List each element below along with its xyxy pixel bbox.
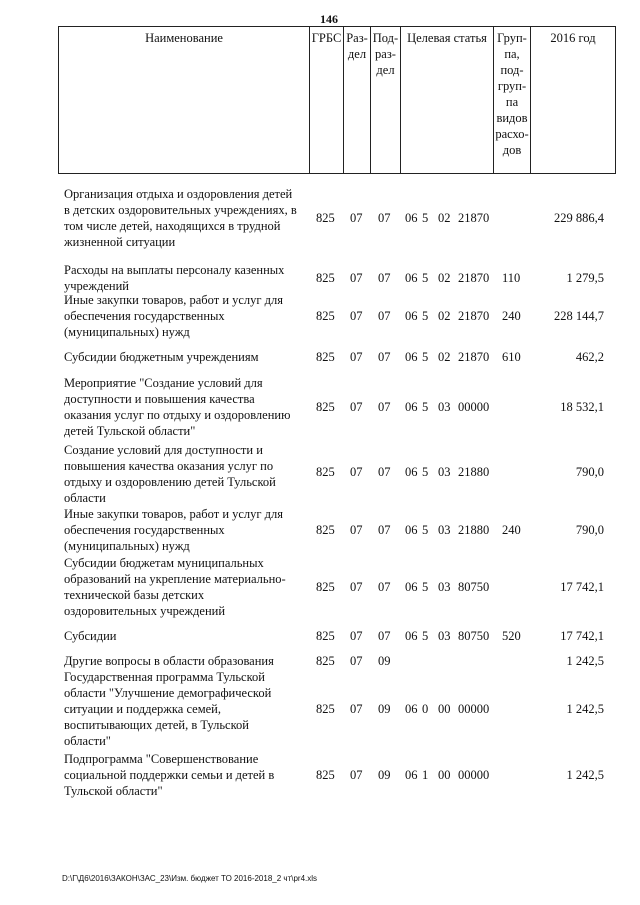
row-grbs: 825 — [316, 702, 335, 716]
row-name: Организация отдыха и оздоровления детей в детских оздоровительных учреждениях, в том числе детей, находящихся в трудной жизненной ситуации — [64, 187, 297, 249]
row-target-program: 06 — [405, 211, 418, 225]
row-name: Подпрограмма "Совершенствование социальной поддержки семьи и детей в Тульской области" — [64, 752, 275, 798]
row-name: Субсидии бюджетным учреждениям — [64, 350, 259, 364]
row-target-event: 02 — [438, 309, 451, 323]
row-target-code: 00000 — [458, 768, 490, 782]
row-grbs: 825 — [316, 523, 335, 537]
row-grbs: 825 — [316, 768, 335, 782]
header-target: Целевая статья — [407, 31, 487, 45]
row-grbs: 825 — [316, 350, 335, 364]
row-target-subprogram: 5 — [422, 580, 429, 594]
row-target-subprogram: 5 — [422, 465, 429, 479]
header-podrazdel: Под- раз- дел — [372, 31, 399, 77]
row-podrazdel: 09 — [378, 702, 391, 716]
row-target-subprogram: 5 — [422, 211, 429, 225]
row-target-subprogram: 5 — [422, 271, 429, 285]
row-amount: 790,0 — [575, 465, 604, 479]
row-grbs: 825 — [316, 629, 335, 643]
row-amount: 228 144,7 — [554, 309, 604, 323]
row-grbs: 825 — [316, 580, 335, 594]
row-amount: 1 242,5 — [566, 654, 604, 668]
row-grbs: 825 — [316, 400, 335, 414]
row-target-code: 21880 — [458, 465, 490, 479]
row-name: Иные закупки товаров, работ и услуг для обеспечения государственных (муниципальных) нужд — [64, 507, 284, 553]
row-podrazdel: 07 — [378, 629, 391, 643]
row-target-code: 21870 — [458, 350, 490, 364]
row-vr: 110 — [502, 271, 521, 285]
row-podrazdel: 07 — [378, 523, 391, 537]
row-podrazdel: 07 — [378, 400, 391, 414]
row-razdel: 07 — [350, 629, 363, 643]
row-target-code: 80750 — [458, 629, 490, 643]
row-vr: 520 — [502, 629, 521, 643]
row-podrazdel: 07 — [378, 211, 391, 225]
row-target-code: 00000 — [458, 400, 490, 414]
row-target-subprogram: 5 — [422, 350, 429, 364]
header-name: Наименование — [145, 31, 223, 45]
row-target-event: 02 — [438, 271, 451, 285]
row-target-program: 06 — [405, 271, 418, 285]
header-border — [58, 26, 616, 174]
row-name: Субсидии — [64, 629, 117, 643]
row-target-event: 03 — [438, 465, 451, 479]
header-vr: Груп- па, под- груп- па видов расхо- дов — [495, 31, 529, 157]
row-target-code: 00000 — [458, 702, 490, 716]
row-target-event: 03 — [438, 400, 451, 414]
row-target-subprogram: 5 — [422, 400, 429, 414]
row-vr: 240 — [502, 523, 521, 537]
row-razdel: 07 — [350, 580, 363, 594]
row-target-subprogram: 5 — [422, 629, 429, 643]
row-razdel: 07 — [350, 702, 363, 716]
row-target-subprogram: 0 — [422, 702, 429, 716]
row-target-code: 21870 — [458, 309, 490, 323]
row-amount: 1 279,5 — [566, 271, 604, 285]
header-razdel: Раз- дел — [346, 31, 368, 61]
row-razdel: 07 — [350, 465, 363, 479]
row-name: Мероприятие "Создание условий для доступности и повышения качества оказания услуг по отдыху и оздоровлению детей Тульской области" — [64, 376, 291, 438]
row-grbs: 825 — [316, 309, 335, 323]
row-target-event: 03 — [438, 580, 451, 594]
row-name: Расходы на выплаты персоналу казенных учреждений — [64, 263, 285, 293]
row-amount: 17 742,1 — [560, 580, 604, 594]
row-target-program: 06 — [405, 629, 418, 643]
row-target-program: 06 — [405, 580, 418, 594]
row-target-code: 80750 — [458, 580, 490, 594]
row-target-code: 21870 — [458, 211, 490, 225]
column-divider — [309, 26, 310, 174]
row-target-subprogram: 5 — [422, 309, 429, 323]
row-target-code: 21880 — [458, 523, 490, 537]
row-target-program: 06 — [405, 523, 418, 537]
row-target-subprogram: 5 — [422, 523, 429, 537]
row-name: Субсидии бюджетам муниципальных образований на укрепление материально- технической базы детских оздоровительных учреждений — [64, 556, 286, 618]
row-razdel: 07 — [350, 654, 363, 668]
row-podrazdel: 09 — [378, 768, 391, 782]
row-target-program: 06 — [405, 768, 418, 782]
row-amount: 462,2 — [575, 350, 604, 364]
row-target-subprogram: 1 — [422, 768, 429, 782]
column-divider — [400, 26, 401, 174]
row-razdel: 07 — [350, 523, 363, 537]
header-grbs: ГРБС — [311, 31, 342, 45]
row-amount: 17 742,1 — [560, 629, 604, 643]
row-target-code: 21870 — [458, 271, 490, 285]
row-target-program: 06 — [405, 400, 418, 414]
row-razdel: 07 — [350, 350, 363, 364]
row-target-event: 00 — [438, 702, 451, 716]
page-number: 146 — [320, 12, 338, 26]
row-name: Иные закупки товаров, работ и услуг для обеспечения государственных (муниципальных) нужд — [64, 293, 284, 339]
row-target-event: 03 — [438, 629, 451, 643]
row-vr: 240 — [502, 309, 521, 323]
row-podrazdel: 09 — [378, 654, 391, 668]
row-vr: 610 — [502, 350, 521, 364]
row-amount: 1 242,5 — [566, 768, 604, 782]
row-amount: 229 886,4 — [554, 211, 604, 225]
row-target-event: 02 — [438, 350, 451, 364]
row-podrazdel: 07 — [378, 580, 391, 594]
row-name: Создание условий для доступности и повышения качества оказания услуг по отдыху и оздоровлению детей Тульской области — [64, 443, 276, 505]
row-grbs: 825 — [316, 654, 335, 668]
row-target-program: 06 — [405, 465, 418, 479]
file-path-footer: D:\Г\Д6\2016\ЗАКОН\ЗАС_23\Изм. бюджет ТО 2016-2018_2 чт\pr4.xls — [62, 874, 318, 883]
row-name: Другие вопросы в области образования — [64, 654, 274, 668]
row-podrazdel: 07 — [378, 465, 391, 479]
row-grbs: 825 — [316, 211, 335, 225]
row-razdel: 07 — [350, 768, 363, 782]
row-name: Государственная программа Тульской области "Улучшение демографической ситуации и поддержка семей, воспитывающих детей, в Тульской области" — [64, 670, 272, 748]
header-year: 2016 год — [550, 31, 596, 45]
row-podrazdel: 07 — [378, 271, 391, 285]
row-target-event: 03 — [438, 523, 451, 537]
row-amount: 1 242,5 — [566, 702, 604, 716]
row-target-program: 06 — [405, 309, 418, 323]
row-podrazdel: 07 — [378, 309, 391, 323]
row-grbs: 825 — [316, 271, 335, 285]
row-target-program: 06 — [405, 702, 418, 716]
row-amount: 790,0 — [575, 523, 604, 537]
row-razdel: 07 — [350, 271, 363, 285]
row-amount: 18 532,1 — [560, 400, 604, 414]
row-razdel: 07 — [350, 309, 363, 323]
row-target-event: 00 — [438, 768, 451, 782]
row-razdel: 07 — [350, 400, 363, 414]
row-podrazdel: 07 — [378, 350, 391, 364]
row-target-event: 02 — [438, 211, 451, 225]
row-grbs: 825 — [316, 465, 335, 479]
row-razdel: 07 — [350, 211, 363, 225]
row-target-program: 06 — [405, 350, 418, 364]
column-divider — [530, 26, 531, 174]
